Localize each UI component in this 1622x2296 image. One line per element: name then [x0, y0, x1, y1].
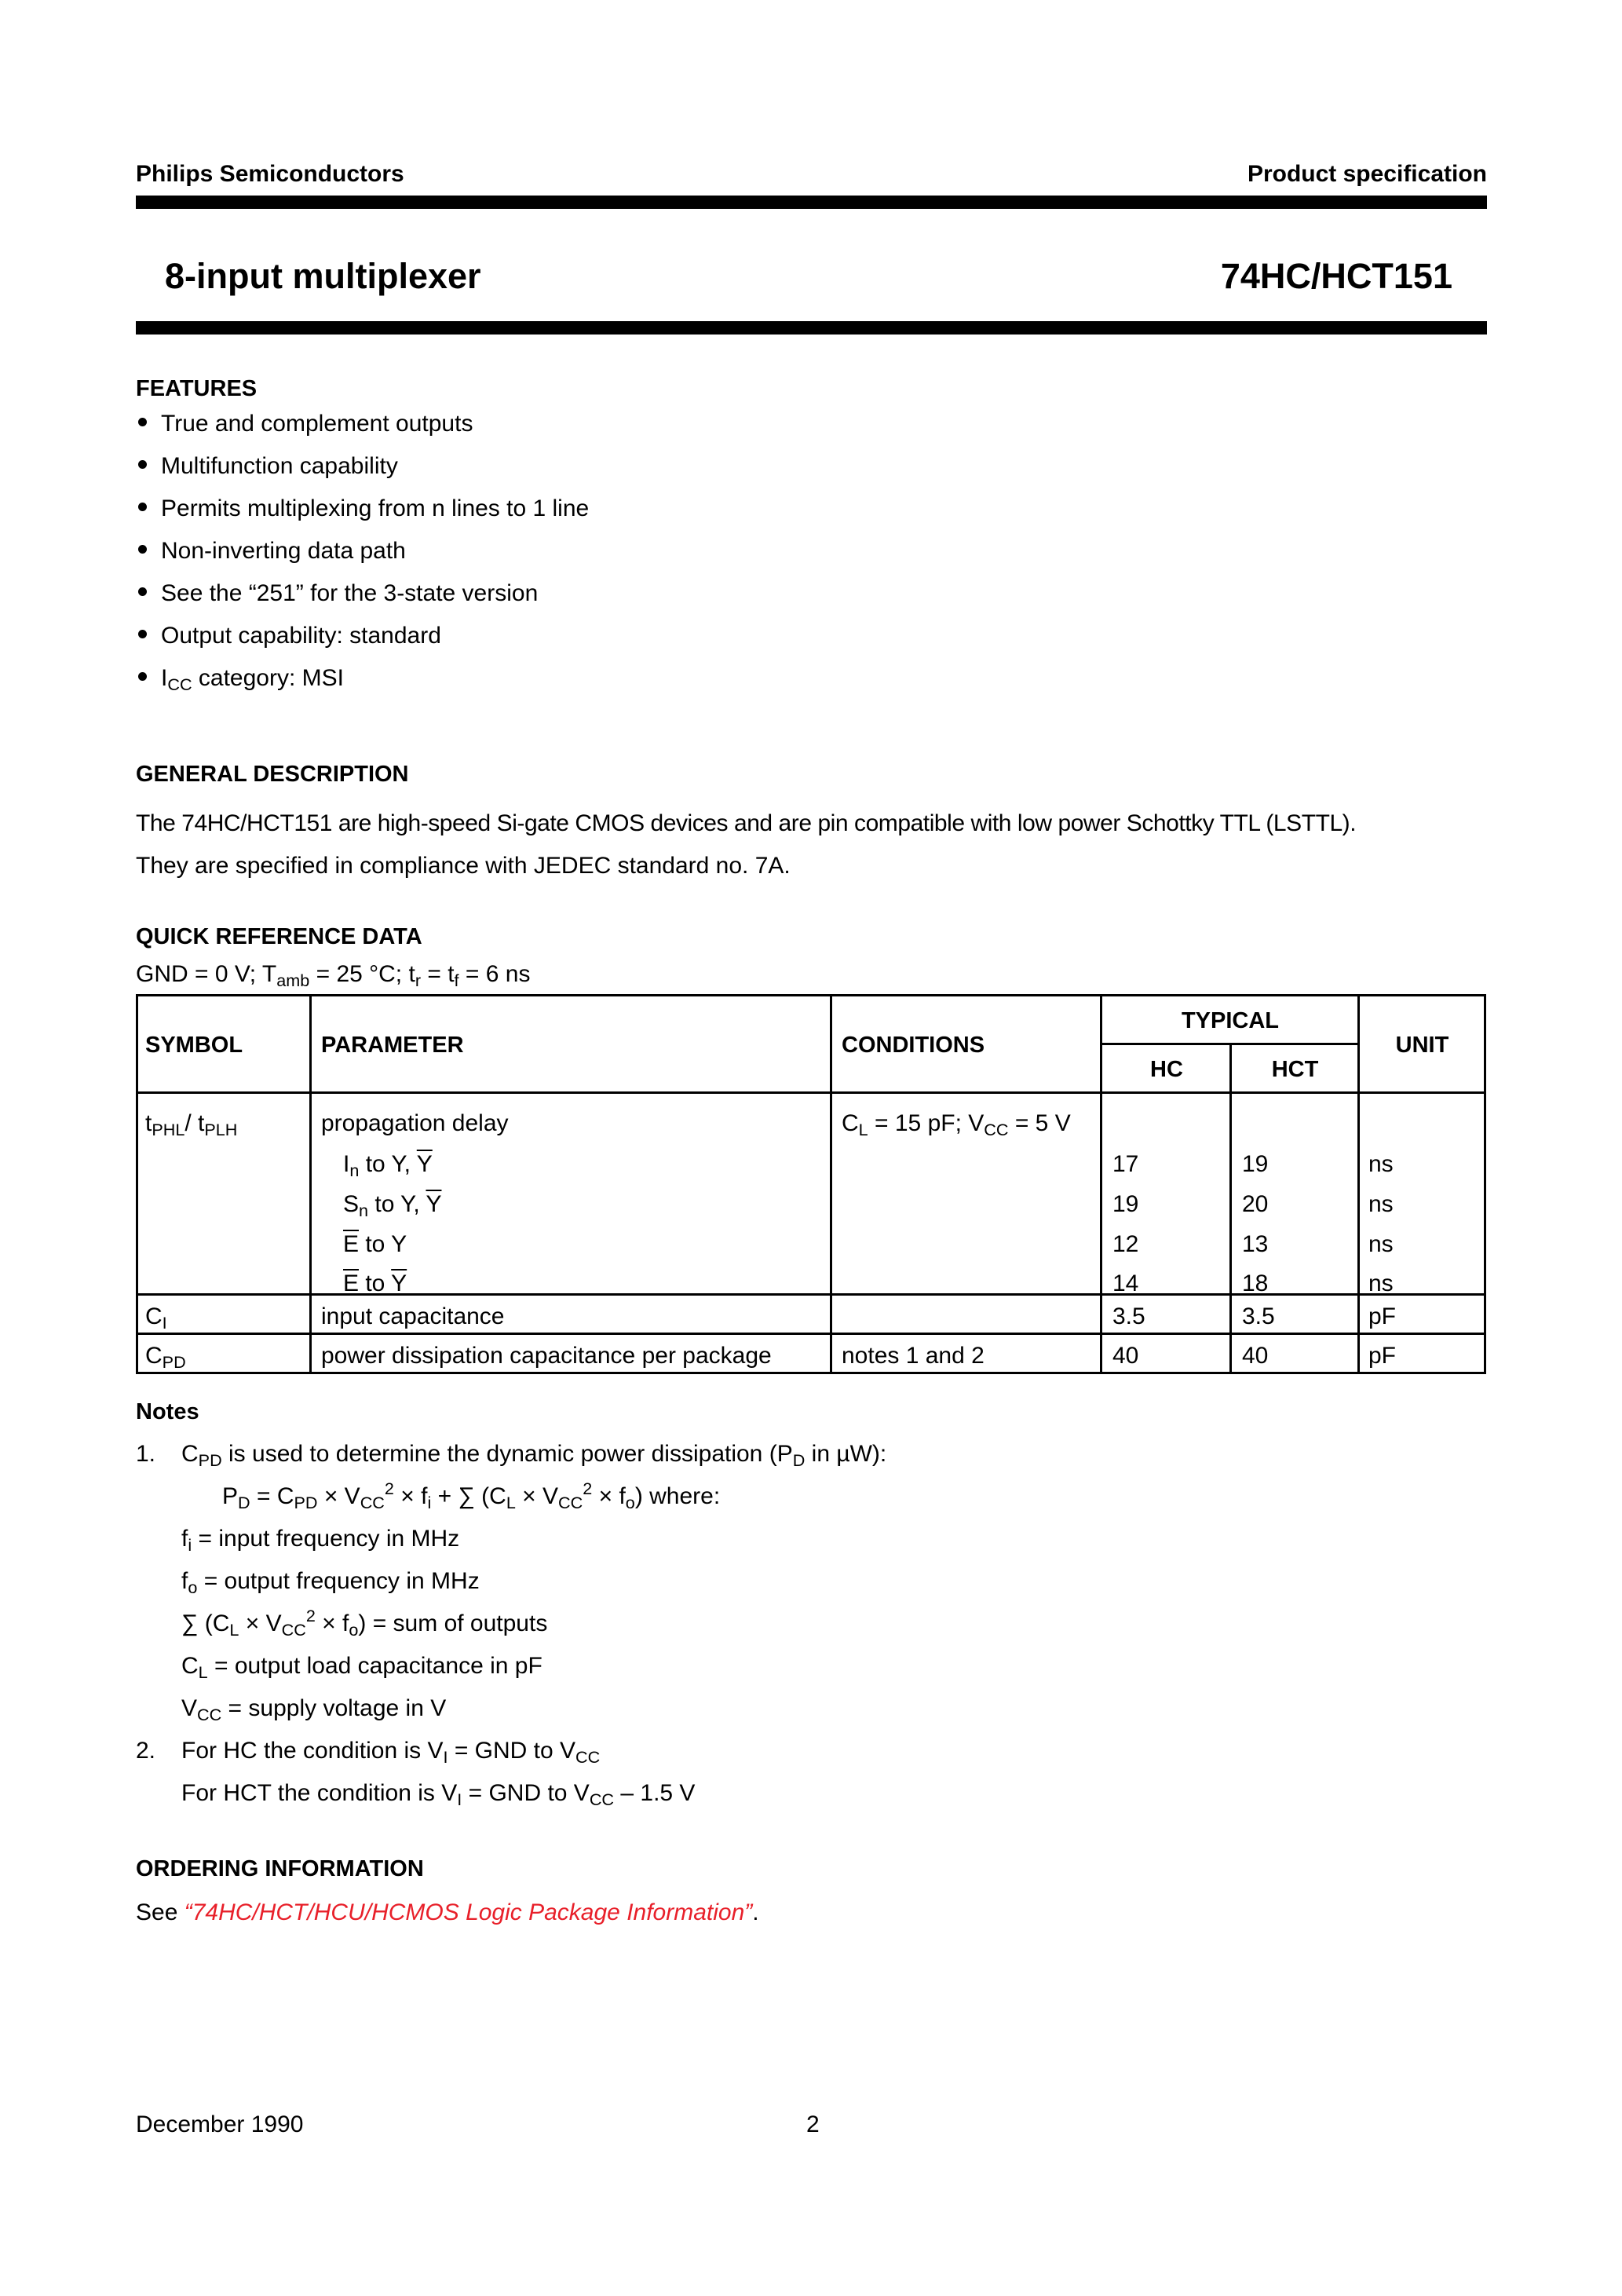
value-unit: ns: [1368, 1270, 1394, 1296]
bullet-icon: [138, 545, 147, 554]
title-rule: [136, 321, 1487, 335]
column-divider: [309, 994, 312, 1374]
value-unit: ns: [1368, 1191, 1394, 1217]
value-hct: 20: [1242, 1191, 1269, 1217]
feature-text: True and complement outputs: [161, 411, 473, 437]
bullet-icon: [138, 630, 147, 638]
page-number: 2: [806, 2111, 820, 2137]
parameter-propagation-delay: propagation delay: [321, 1110, 509, 1136]
bullet-icon: [138, 672, 147, 681]
ordering-see-label: See: [136, 1899, 184, 1925]
quick-reference-heading: QUICK REFERENCE DATA: [136, 924, 422, 949]
value-unit: ns: [1368, 1151, 1394, 1177]
ordering-text: [136, 1901, 759, 1925]
description-line: They are specified in compliance with JEDEC standard no. 7A.: [136, 853, 791, 879]
header-rule: [136, 196, 1487, 209]
value-unit: pF: [1368, 1303, 1397, 1329]
value-hct: 13: [1242, 1231, 1269, 1257]
table-border-top: [136, 994, 1486, 996]
bullet-icon: [138, 503, 147, 511]
table-border-left: [136, 994, 138, 1374]
header-typical: TYPICAL: [1181, 1008, 1280, 1033]
header-unit: UNIT: [1395, 1033, 1449, 1058]
parameter-in-to-y: $I_n$ to Y, $\overline{Y}$: [343, 1151, 433, 1181]
general-description-heading: GENERAL DESCRIPTION: [136, 762, 409, 787]
quick-reference-table: [136, 994, 1486, 1373]
bullet-icon: [138, 418, 147, 426]
ordering-heading: ORDERING INFORMATION: [136, 1856, 424, 1881]
table-border-bottom: [136, 1372, 1486, 1374]
ordering-period: .: [752, 1899, 759, 1925]
features-heading: FEATURES: [136, 376, 258, 401]
symbol-cpd: $C_{PD}$: [145, 1343, 186, 1373]
value-unit: pF: [1368, 1343, 1397, 1369]
header-symbol: SYMBOL: [145, 1033, 243, 1058]
feature-text: $I_{CC}$ category: MSI: [161, 665, 344, 695]
header-conditions: CONDITIONS: [842, 1033, 985, 1058]
value-hct: 40: [1242, 1343, 1269, 1369]
bullet-icon: [138, 460, 147, 469]
value-hct: 18: [1242, 1270, 1269, 1296]
note-hct-condition: For HCT the condition is $V_I$ = GND to $V_{CC} - 1.5$ V: [181, 1780, 696, 1810]
symbol-ci: $C_I$: [145, 1303, 167, 1333]
value-hc: 12: [1112, 1231, 1139, 1257]
parameter-e-to-y: $\overline{E}$ to Y: [343, 1231, 407, 1257]
feature-text: Non-inverting data path: [161, 538, 406, 564]
column-divider: [1229, 1043, 1232, 1374]
note-number: 1.: [136, 1441, 156, 1467]
document-type: Product specification: [1247, 161, 1487, 187]
product-title: 8-input multiplexer: [165, 256, 481, 296]
footer-date: December 1990: [136, 2111, 304, 2137]
value-hc: 14: [1112, 1270, 1139, 1296]
note-number: 2.: [136, 1738, 156, 1764]
description-line: The 74HC/HCT151 are high-speed Si-gate CMOS devices and are pin compatible with low power Schottky TTL (LSTTL).: [136, 810, 1357, 836]
row-divider: [136, 1293, 1486, 1296]
company-name: Philips Semiconductors: [136, 161, 404, 187]
value-unit: ns: [1368, 1231, 1394, 1257]
parameter-sn-to-y: $S_n$ to Y, $\overline{Y}$: [343, 1191, 442, 1221]
value-hct: 19: [1242, 1151, 1269, 1177]
conditions-power-capacitance: notes 1 and 2: [842, 1343, 985, 1369]
row-divider: [136, 1333, 1486, 1335]
value-hct: 3.5: [1242, 1303, 1275, 1329]
parameter-input-capacitance: input capacitance: [321, 1303, 505, 1329]
notes-heading: Notes: [136, 1399, 199, 1424]
header-hc: HC: [1150, 1057, 1183, 1082]
definition-sum: ∑ $(C_L \times V_{CC}^2 \times f_o)$ = sum of outputs: [181, 1606, 548, 1640]
definition-vcc: $V_{CC}$ = supply voltage in V: [181, 1695, 447, 1725]
note-hc-condition: For HC the condition is $V_I$ = GND to $V_{CC}$: [181, 1738, 601, 1768]
bullet-icon: [138, 587, 147, 596]
feature-text: Permits multiplexing from n lines to 1 line: [161, 495, 590, 521]
part-number: 74HC/HCT151: [1220, 256, 1452, 296]
header-parameter: PARAMETER: [321, 1033, 464, 1058]
column-divider: [1100, 994, 1102, 1374]
parameter-power-capacitance: power dissipation capacitance per package: [321, 1343, 772, 1369]
power-formula: $P_D = C_{PD} \times V_{CC}^2 \times f_i$ + ∑ $(C_L \times V_{CC}^2 \times f_o)$ where:: [222, 1479, 721, 1513]
definition-fi: $f_i$ = input frequency in MHz: [181, 1526, 460, 1556]
parameter-e-to-ybar: $\overline{E}$ to $\overline{Y}$: [343, 1270, 407, 1296]
feature-text: See the “251” for the 3-state version: [161, 580, 539, 606]
feature-text: Output capability: standard: [161, 623, 441, 649]
definition-cl: $C_L$ = output load capacitance in pF: [181, 1653, 542, 1683]
note-intro: $C_{PD}$ is used to determine the dynamic power dissipation ($P_D$ in µW):: [181, 1441, 887, 1471]
symbol-tphl-tplh: $t_{PHL}/$ $t_{PLH}$: [145, 1110, 238, 1140]
column-divider: [830, 994, 832, 1374]
header-hct: HCT: [1271, 1057, 1319, 1082]
value-hc: 17: [1112, 1151, 1139, 1177]
package-information-link[interactable]: “74HC/HCT/HCU/HCMOS Logic Package Information”: [184, 1899, 753, 1925]
feature-text: Multifunction capability: [161, 453, 398, 479]
reference-conditions: GND = 0 V; $T_{amb} = 25$ °C; $t_r = t_f = 6$ ns: [136, 961, 531, 991]
value-hc: 3.5: [1112, 1303, 1145, 1329]
conditions-propagation-delay: $C_L = 15$ pF; $V_{CC} = 5$ V: [842, 1110, 1071, 1140]
value-hc: 40: [1112, 1343, 1139, 1369]
value-hc: 19: [1112, 1191, 1139, 1217]
header-divider: [136, 1091, 1486, 1094]
definition-fo: $f_o$ = output frequency in MHz: [181, 1568, 480, 1598]
